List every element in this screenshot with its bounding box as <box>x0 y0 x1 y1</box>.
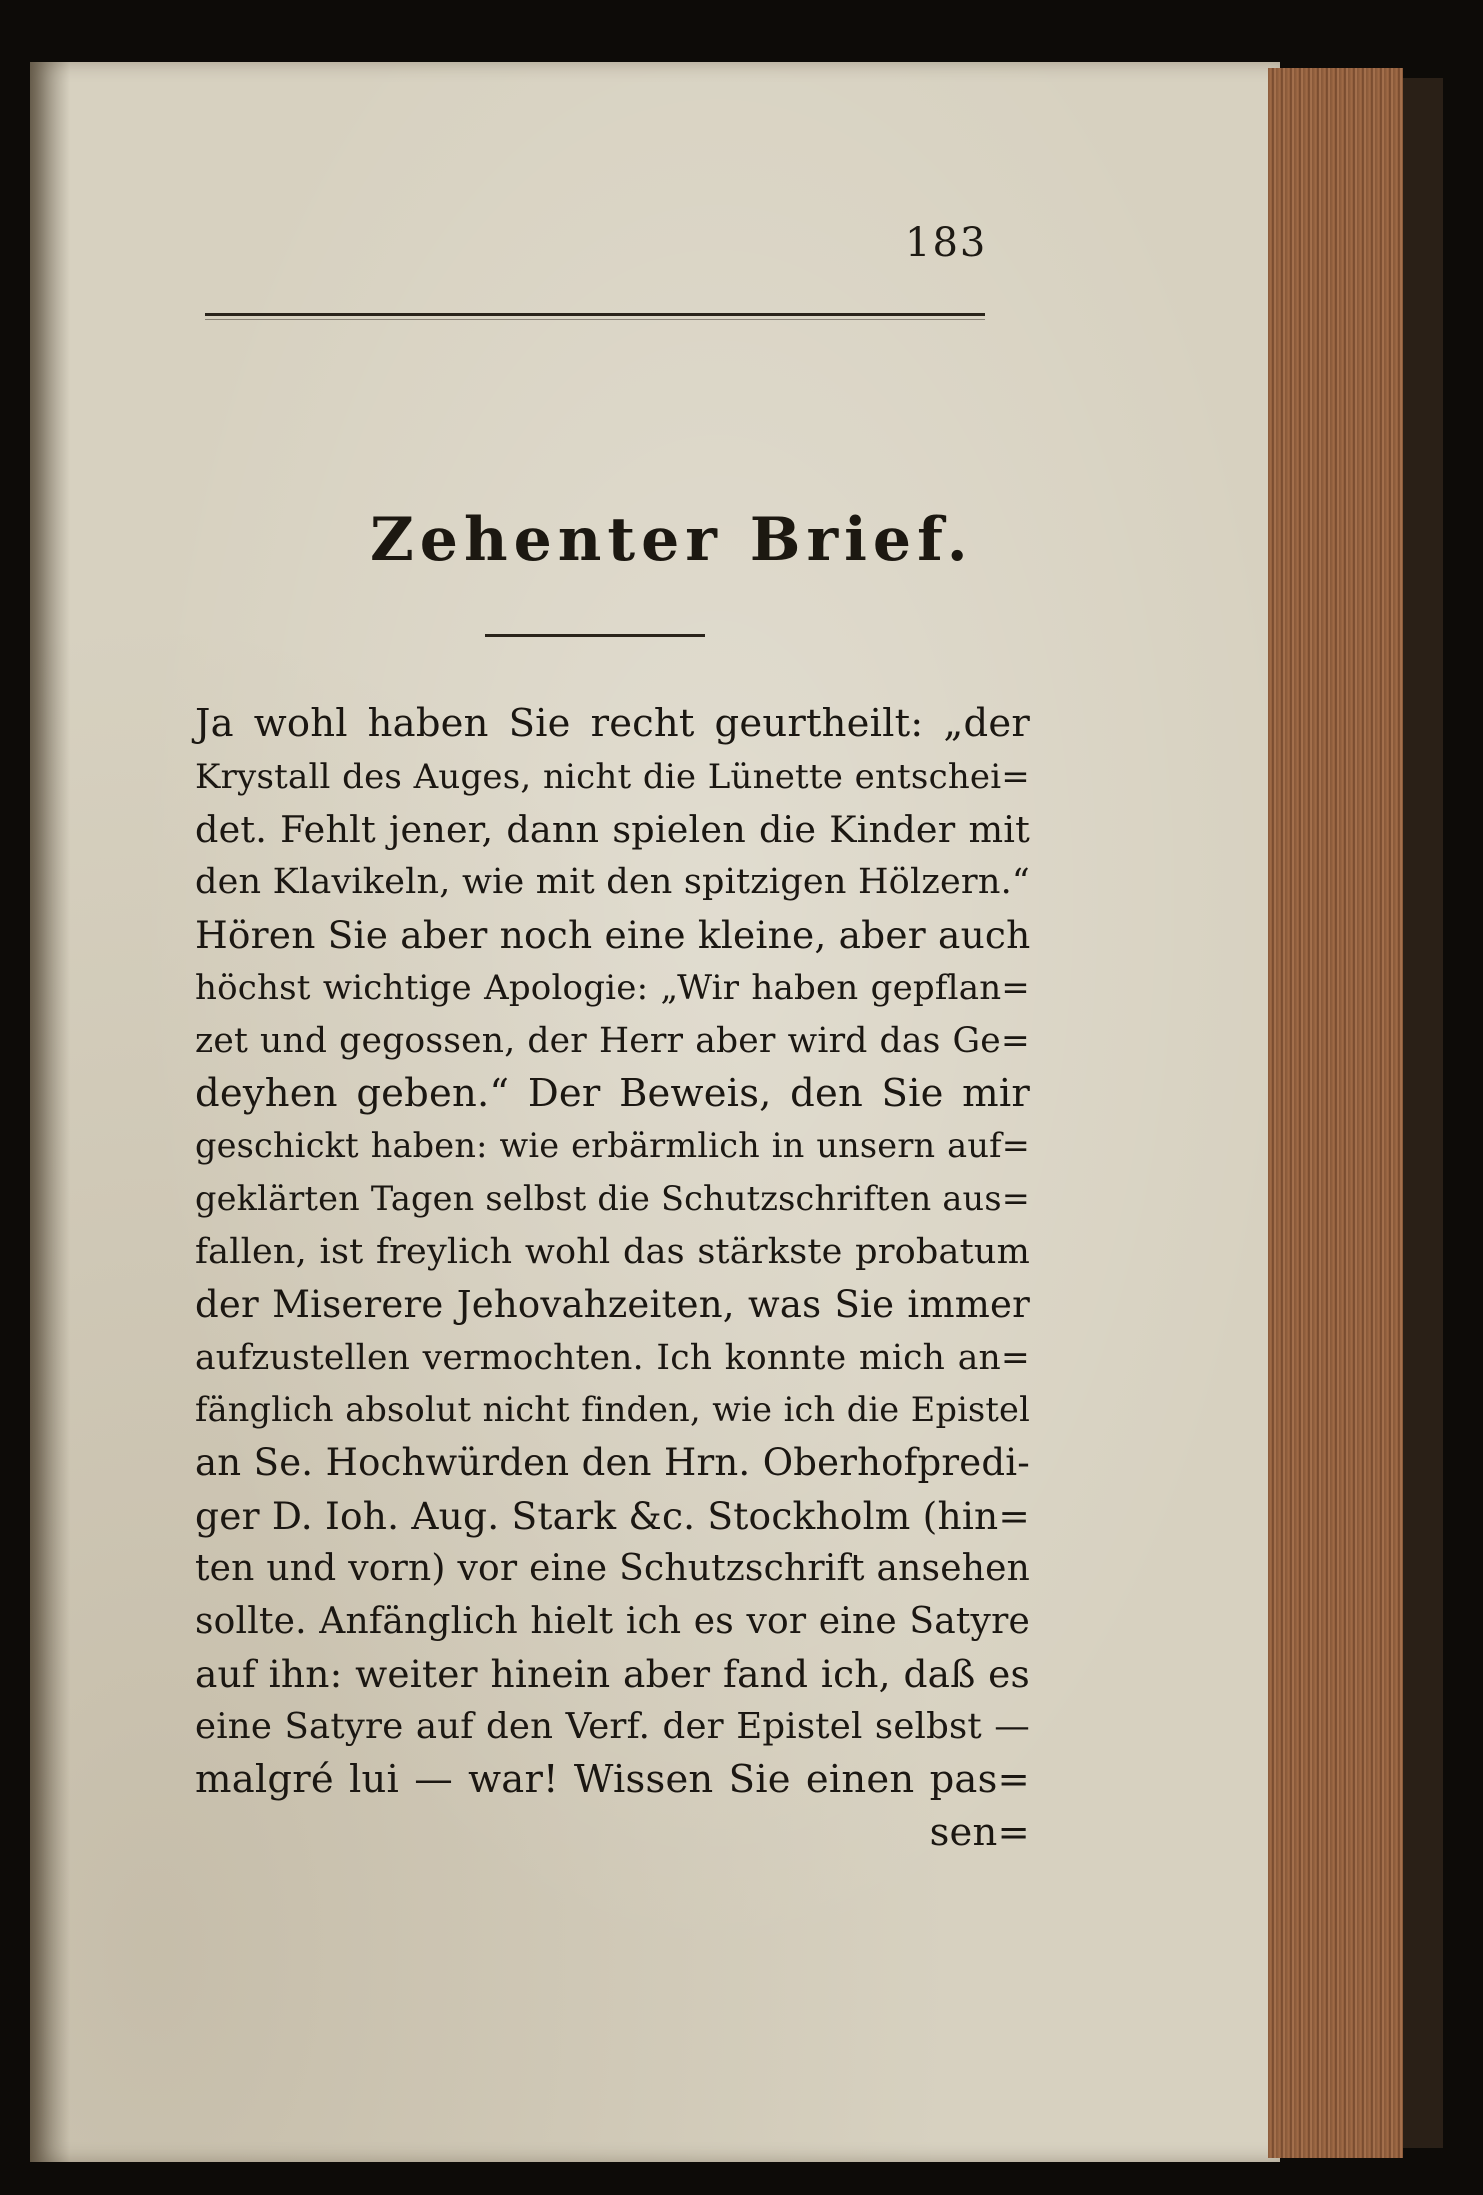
book-cover-edge <box>1403 78 1443 2148</box>
text-line: aufzustellen vermochten. Ich konnte mich an= <box>195 1337 1030 1378</box>
text-line: höchst wichtige Apologie: „Wir haben gepflan= <box>195 967 1030 1008</box>
page-edges <box>1268 68 1403 2158</box>
text-line: fänglich absolut nicht finden, wie ich die Epistel <box>195 1390 1030 1430</box>
letter-heading: Zehenter Brief. <box>370 505 974 575</box>
text-line: fallen, ist freylich wohl das stärkste probatum <box>195 1231 1030 1272</box>
text-line: geklärten Tagen selbst die Schutzschriften aus= <box>195 1179 1030 1219</box>
body-text <box>195 698 1030 1860</box>
text-line: Ja wohl haben Sie recht geurtheilt: „der <box>195 701 1030 746</box>
text-line: zet und gegossen, der Herr aber wird das Ge= <box>195 1020 1030 1061</box>
text-line: det. Fehlt jener, dann spielen die Kinder mit <box>195 807 1030 851</box>
text-line: ger D. Ioh. Aug. Stark &c. Stockholm (hin= <box>195 1493 1030 1538</box>
text-line: Hören Sie aber noch eine kleine, aber auch <box>195 913 1031 958</box>
heading-rule <box>485 634 705 637</box>
text-line: sollte. Anfänglich hielt ich es vor eine Satyre <box>195 1600 1030 1642</box>
text-line: auf ihn: weiter hinein aber fand ich, daß es <box>195 1652 1030 1697</box>
text-line: ten und vorn) vor eine Schutzschrift ansehen <box>195 1547 1030 1589</box>
text-line: Krystall des Auges, nicht die Lünette entschei= <box>195 756 1030 797</box>
text-line: eine Satyre auf den Verf. der Epistel selbst — <box>195 1706 1030 1748</box>
text-line: malgré lui — war! Wissen Sie einen pas= <box>195 1756 1030 1802</box>
text-line: den Klavikeln, wie mit den spitzigen Hölzern.“ <box>195 862 1030 903</box>
text-line: deyhen geben.“ Der Beweis, den Sie mir <box>195 1070 1030 1116</box>
page-number: 183 <box>905 220 988 266</box>
header-rule-thin <box>205 319 985 320</box>
text-line: der Miserere Jehovahzeiten, was Sie immer <box>195 1282 1030 1326</box>
text-line: an Se. Hochwürden den Hrn. Oberhofpredi- <box>195 1441 1030 1485</box>
text-line: geschickt haben: wie erbärmlich in unsern auf= <box>195 1126 1030 1166</box>
catchword: sen= <box>929 1809 1030 1855</box>
header-rule <box>205 313 985 316</box>
gutter-shadow <box>30 62 70 2162</box>
